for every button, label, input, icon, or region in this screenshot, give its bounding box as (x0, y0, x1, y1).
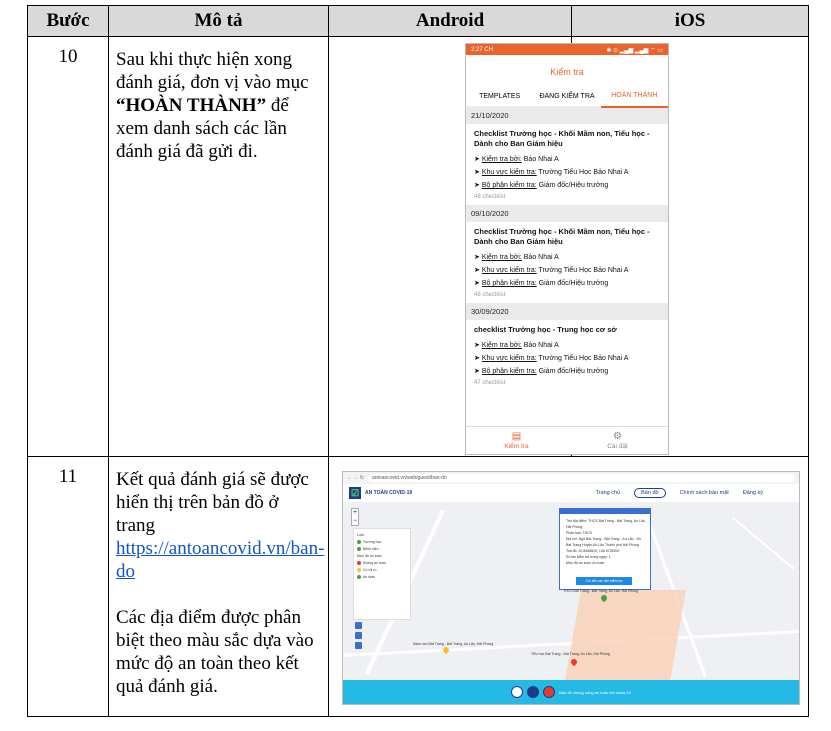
card-title: Checklist Trường học - Khối Mầm non, Tiểu học - Dành cho Ban Giám hiệu (474, 227, 650, 246)
card-count: 48 checklist (474, 194, 506, 200)
site-logo (349, 487, 412, 499)
gear-icon: ⚙ (613, 431, 622, 442)
date-header: 21/10/2020 (466, 107, 668, 124)
check-logo-icon: ☑ (350, 488, 360, 498)
card-line: ➤ Khu vực kiểm tra: Trường Tiểu Học Bảo Nhai A (474, 355, 629, 362)
tab-in-progress[interactable]: ĐANG KIỂM TRA (539, 92, 595, 100)
status-time: 2:27 CH (471, 46, 494, 53)
legend-item: Bệnh viện (357, 546, 407, 553)
legend-item: Có rủi ro (357, 567, 407, 574)
desc-bold: “HOÀN THÀNH” (116, 95, 267, 116)
table-row (28, 37, 809, 457)
android-screenshot (465, 43, 669, 455)
map-canvas[interactable] (343, 502, 799, 682)
desc-text: Các địa điểm được phân biệt theo màu sắc dựa vào mức độ an toàn theo kết quả đánh giá. (116, 607, 314, 697)
location-popup (559, 508, 651, 590)
card-line: ➤ Bộ phận kiểm tra: Giám đốc/Hiệu trưởng (474, 182, 609, 189)
date-header: 09/10/2020 (466, 205, 668, 222)
details-button[interactable]: Chi tiết các đợt kiểm tra (576, 577, 632, 585)
header-ios: iOS (572, 6, 809, 37)
map-screenshot (342, 471, 800, 705)
card-line: ➤ Khu vực kiểm tra: Trường Tiểu Học Bảo Nhai A (474, 267, 629, 274)
step-number: 10 (28, 37, 109, 457)
status-bar (466, 44, 668, 55)
map-road (732, 517, 795, 570)
legend-heading: Loại (357, 533, 364, 537)
menu-privacy[interactable]: Chính sách bảo mật (679, 490, 729, 496)
card-count: 48 checklist (474, 292, 506, 298)
desc-text: để xem danh sách các lần đánh giá đã gửi đi. (116, 95, 289, 162)
card-line: ➤ Bộ phận kiểm tra: Giám đốc/Hiệu trưởng (474, 280, 609, 287)
nav-label: Kiểm tra (504, 443, 529, 450)
menu-home[interactable]: Trang chủ (595, 490, 621, 496)
layer-button[interactable] (355, 622, 362, 629)
status-icons: ✱ ⊙ ▂▄▆ ▂▄▆ ⌔ ▭ (606, 47, 663, 54)
health-logo-icon (543, 686, 555, 698)
map-pin-risk[interactable] (442, 646, 450, 654)
marker-label: Mầm non Bát Trang - Bát Trang, An Lão, Hải Phòng (413, 642, 494, 646)
legend-item: An toàn (357, 574, 407, 581)
card-line: ➤ Kiểm tra bởi: Bảo Nhai A (474, 156, 559, 163)
emblem-icon (511, 686, 523, 698)
header-step: Bước (28, 6, 109, 37)
site-header (343, 484, 799, 502)
bottom-nav (466, 426, 668, 454)
layer-button[interactable] (355, 632, 362, 639)
tab-completed[interactable]: HOÀN THÀNH (601, 86, 668, 108)
marker-label: THCS Bát Trang - Bát Trang, An Lão, Hải Phòng (563, 589, 639, 593)
checklist-card[interactable] (466, 320, 668, 391)
checklist-card[interactable] (466, 124, 668, 205)
popup-line: Địa chỉ: Ngõ Bát Trang - Bát Trang - An Lão - Hồ Bát Trang Huyện An Lão Thành phố Hải Phòng (566, 537, 642, 547)
site-footer (343, 680, 799, 704)
header-description: Mô tả (109, 6, 329, 37)
legend-item: Trường học (357, 539, 407, 546)
desc-text: Sau khi thực hiện xong đánh giá, đơn vị vào mục (116, 49, 309, 93)
legend-item: Không an toàn (357, 560, 407, 567)
site-menu (596, 488, 763, 498)
ministry-logo-icon (527, 686, 539, 698)
nav-settings[interactable] (567, 427, 668, 454)
card-count: 47 checklist (474, 380, 506, 386)
browser-toolbar (343, 472, 799, 484)
address-bar[interactable]: antoancovid.vn/web/guest/ban-do (368, 474, 795, 482)
marker-label: Tiểu học Bát Trang - Bát Trang, An Lão, Hải Phòng (531, 652, 610, 656)
tab-templates[interactable]: TEMPLATES (479, 92, 521, 100)
popup-line: Toạ độ: 20.8468815, 106.6725200 (566, 549, 620, 553)
layer-button[interactable] (355, 642, 362, 649)
step-description (109, 37, 329, 457)
zoom-control[interactable]: + − (351, 508, 359, 526)
menu-map[interactable]: Bản đồ (634, 488, 665, 498)
legend-heading: Mức độ an toàn (357, 554, 382, 558)
popup-line: Mức độ an toàn: An toàn (566, 561, 605, 565)
popup-line: Số lần kiểm tra trong ngày: 1 (566, 555, 611, 559)
checklist-card[interactable] (466, 222, 668, 303)
menu-register[interactable]: Đăng ký (742, 490, 763, 496)
card-line: ➤ Kiểm tra bởi: Bảo Nhai A (474, 254, 559, 261)
card-title: Checklist Trường học - Khối Mầm non, Tiểu học - Dành cho Ban Giám hiệu (474, 129, 650, 148)
nav-inspection[interactable] (466, 427, 567, 454)
map-legend (353, 528, 411, 620)
card-line: ➤ Kiểm tra bởi: Bảo Nhai A (474, 342, 559, 349)
app-title: Kiểm tra (550, 67, 584, 77)
header-android: Android (329, 6, 572, 37)
school-zone (565, 590, 686, 682)
checklist-list (466, 107, 668, 391)
nav-label: Cài đặt (607, 443, 628, 450)
date-header: 30/09/2020 (466, 303, 668, 320)
popup-line: Phân loại: THCS (566, 531, 593, 535)
step-number: 11 (28, 457, 109, 717)
popup-line: Tên địa điểm: THCS Bát Trang - Bát Trang, An Lão, Hải Phòng (566, 519, 646, 529)
clipboard-icon: ▤ (511, 431, 522, 442)
map-link[interactable]: https://antoancovid.vn/ban-do (116, 538, 325, 582)
header-row (28, 6, 809, 37)
card-title: checklist Trường học - Trung học cơ sở (474, 325, 617, 334)
site-title: AN TOÀN COVID-19 (365, 490, 413, 496)
footer-text: Bản đồ chung sống an toàn với covid-19 (559, 689, 631, 695)
card-line: ➤ Bộ phận kiểm tra: Giám đốc/Hiệu trưởng (474, 368, 609, 375)
nav-arrows-icon[interactable]: ← → ↻ (347, 475, 364, 481)
tab-bar (466, 87, 668, 107)
step-description (109, 457, 329, 717)
desc-text: Kết quả đánh giá sẽ được hiển thị trên bản đồ ở trang (116, 469, 309, 536)
card-line: ➤ Khu vực kiểm tra: Trường Tiểu Học Bảo Nhai A (474, 169, 629, 176)
